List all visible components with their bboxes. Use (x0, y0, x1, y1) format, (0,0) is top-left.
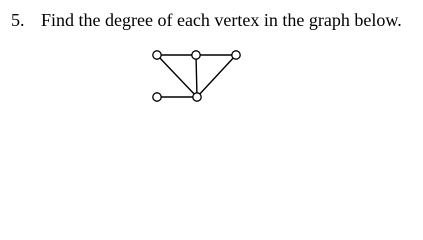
graph-vertex-top-middle (192, 51, 200, 59)
graph-edges (157, 55, 236, 97)
graph-edge-top-middle-to-bottom-right (196, 55, 197, 97)
graph-vertex-bottom-left (153, 93, 161, 101)
graph-edge-top-right-to-bottom-right (197, 55, 236, 97)
problem-number: 5. (11, 10, 25, 30)
graph-vertex-top-right (232, 51, 240, 59)
graph-edge-top-left-to-bottom-right (157, 55, 197, 97)
graph-vertex-top-left (153, 51, 161, 59)
graph-vertex-bottom-right (193, 93, 201, 101)
problem-text: Find the degree of each vertex in the graph below. (41, 10, 402, 30)
